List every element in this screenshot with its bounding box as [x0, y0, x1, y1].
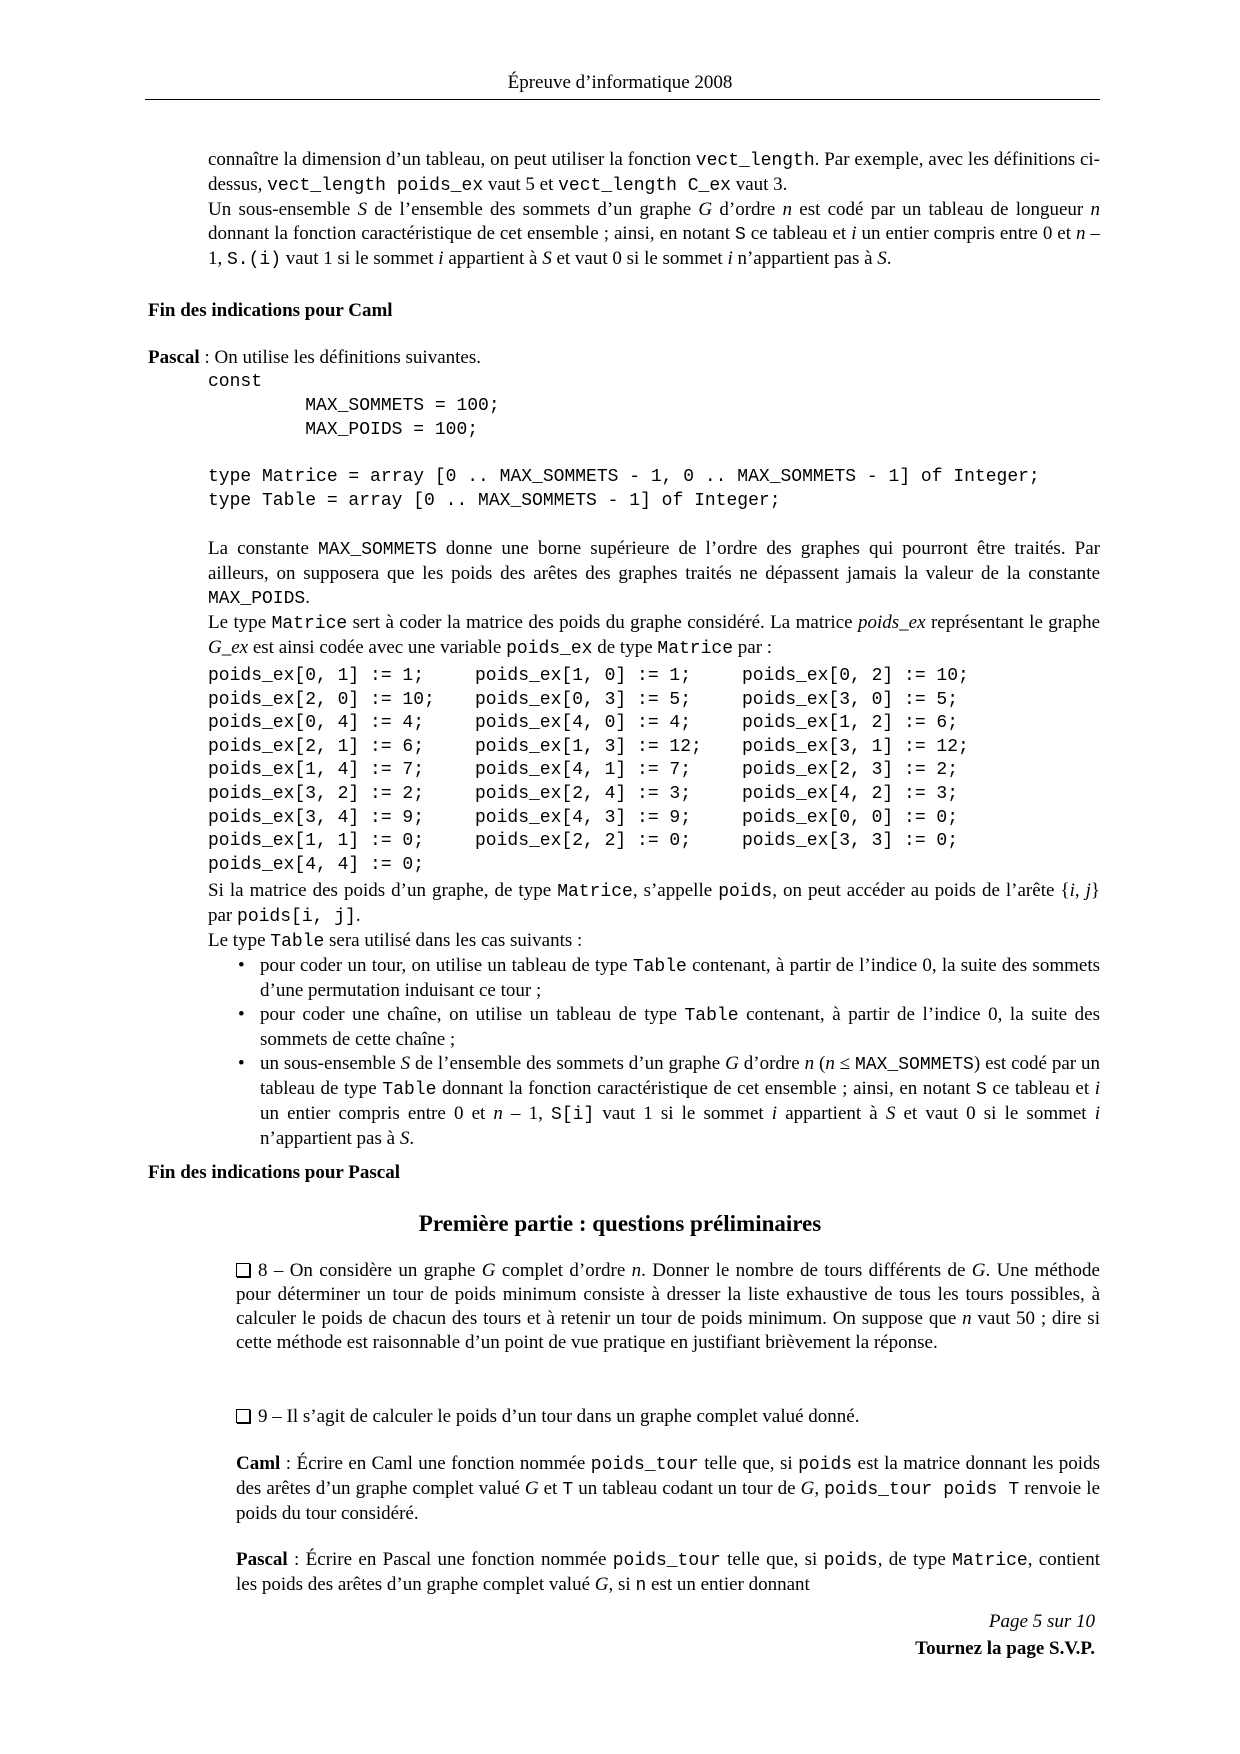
table-cell: poids_ex[1, 0] := 1;	[475, 666, 692, 686]
table-cell: poids_ex[2, 3] := 2;	[742, 760, 959, 781]
pascal-intro: Pascal : On utilise les définitions suivantes.	[148, 347, 481, 368]
table-row	[208, 689, 969, 713]
table-cell: poids_ex[0, 4] := 4;	[208, 713, 425, 734]
table-cell: poids_ex[3, 4] := 9;	[208, 807, 425, 828]
header-rule	[145, 99, 1100, 100]
pascal-indications-text	[208, 537, 1100, 661]
pascal-paragraph-table: Le type Table sera utilisé dans les cas suivants :	[208, 930, 583, 952]
table-cell: poids_ex[2, 0] := 10;	[208, 689, 435, 710]
question-9-caml	[236, 1452, 1100, 1526]
table-cell: poids_ex[4, 3] := 9;	[475, 807, 692, 828]
table-row	[208, 736, 969, 760]
table-cell: poids_ex[1, 1] := 0;	[208, 831, 425, 852]
table-cell: poids_ex[4, 0] := 4;	[475, 713, 692, 734]
pascal-end-heading: Fin des indications pour Pascal	[148, 1162, 400, 1183]
question-9-pascal-text: Pascal : Écrire en Pascal une fonction nommée poids_tour telle que, si poids, de type Matrice, contient les poids des arêtes d’un graphe complet valué G, si n est un entier donnant	[236, 1549, 1101, 1596]
table-row	[208, 807, 969, 831]
pascal-indications-more	[208, 879, 1100, 1151]
table-row	[208, 665, 969, 689]
table-cell: poids_ex[3, 3] := 0;	[742, 831, 959, 852]
caml-paragraph-length: connaître la dimension d’un tableau, on peut utiliser la fonction vect_length. Par exemple, avec les définitions ci-dessus, vect_length poids_ex vaut 5 et vect_length C_ex vaut 3.	[208, 149, 1100, 196]
table-cell: poids_ex[2, 1] := 6;	[208, 736, 425, 757]
table-row	[208, 783, 969, 807]
bullet-item-subset: • un sous-ensemble S de l’ensemble des sommets d’un graphe G d’ordre n (n ≤ MAX_SOMMETS) est codé par un tableau de type Table donnant la fonction caractéristique de cet ensemble ; ainsi, en notant S ce tableau et i un entier compris entre 0 et n – 1, S[i] vaut 1 si le sommet i appartient à S et vaut 0 si le sommet i n’appartient pas à S.	[238, 1053, 1101, 1149]
bullet-item-chaine: • pour coder une chaîne, on utilise un tableau de type Table contenant, à partir de l’indice 0, la suite des sommets de cette chaîne ;	[238, 1004, 1100, 1050]
table-cell: poids_ex[1, 3] := 12;	[475, 736, 702, 757]
table-cell: poids_ex[2, 4] := 3;	[475, 783, 692, 804]
table-cell: poids_ex[3, 2] := 2;	[208, 783, 425, 804]
checkbox-icon	[236, 1409, 250, 1423]
question-9	[236, 1405, 1100, 1429]
question-8	[236, 1259, 1100, 1355]
pascal-type-code: type Matrice = array [0 .. MAX_SOMMETS - 1, 0 .. MAX_SOMMETS - 1] of Integer; type Table = array [0 .. MAX_SOMMETS - 1] of Integer;	[208, 467, 1040, 511]
question-8-text: 8 – On considère un graphe G complet d’ordre n. Donner le nombre de tours différents de G. Une méthode pour déterminer un tour de poids minimum consiste à dresser la liste exhaustive de tous les tours possibles, à calculer le poids de chacun des tours et à retenir un tour de poids minimum. On suppose que n vaut 50 ; dire si cette méthode est raisonnable d’un point de vue pratique en justifiant brièvement la réponse.	[236, 1260, 1100, 1353]
table-cell: poids_ex[0, 1] := 1;	[208, 666, 425, 686]
table-cell	[742, 854, 969, 878]
page-number: Page 5 sur 10	[988, 1611, 1095, 1632]
table-cell: poids_ex[0, 0] := 0;	[742, 807, 959, 828]
table-cell: poids_ex[4, 4] := 0;	[208, 854, 425, 875]
part-title: Première partie : questions préliminaires	[418, 1211, 822, 1236]
bullet-icon: •	[238, 955, 245, 976]
question-9-caml-text: Caml : Écrire en Caml une fonction nommée poids_tour telle que, si poids est la matrice donnant les poids des arêtes d’un graphe complet valué G et T un tableau codant un tour de G, poids_tour poids T renvoie le poids du tour considéré.	[236, 1453, 1101, 1524]
pascal-const-code: const MAX_SOMMETS = 100; MAX_POIDS = 100;	[208, 372, 500, 440]
bullet-item-tour: • pour coder un tour, on utilise un tableau de type Table contenant, à partir de l’indice 0, la suite des sommets d’une permutation induisant ce tour ;	[238, 955, 1100, 1001]
header-title: Épreuve d’informatique 2008	[507, 72, 733, 93]
pascal-paragraph-matrice: Le type Matrice sert à coder la matrice des poids du graphe considéré. La matrice poids_ex représentant le graphe G_ex est ainsi codée avec une variable poids_ex de type Matrice par :	[208, 612, 1100, 659]
table-cell	[475, 854, 742, 878]
checkbox-icon	[236, 1263, 250, 1277]
pascal-paragraph-constants: La constante MAX_SOMMETS donne une borne supérieure de l’ordre des graphes qui pourront être traités. Par ailleurs, on supposera que les poids des arêtes des graphes traités ne dépassent jamais la valeur de la constante MAX_POIDS.	[208, 538, 1100, 609]
caml-paragraph-subset: Un sous-ensemble S de l’ensemble des sommets d’un graphe G d’ordre n est codé par un tableau de longueur n donnant la fonction caractéristique de cet ensemble ; ainsi, en notant S ce tableau et i un entier compris entre 0 et n – 1, S.(i) vaut 1 si le sommet i appartient à S et vaut 0 si le sommet i n’appartient pas à S.	[208, 199, 1100, 270]
table-row	[208, 854, 969, 878]
table-cell: poids_ex[2, 2] := 0;	[475, 831, 692, 852]
table-cell: poids_ex[3, 1] := 12;	[742, 736, 969, 757]
turn-page-note: Tournez la page S.V.P.	[915, 1638, 1095, 1659]
question-9-text: 9 – Il s’agit de calculer le poids d’un tour dans un graphe complet valué donné.	[236, 1405, 1100, 1429]
bullet-icon: •	[238, 1004, 245, 1025]
table-cell: poids_ex[1, 2] := 6;	[742, 713, 959, 734]
table-cell: poids_ex[0, 2] := 10;	[742, 666, 969, 686]
table-cell: poids_ex[3, 0] := 5;	[742, 689, 959, 710]
table-cell: poids_ex[4, 1] := 7;	[475, 760, 692, 781]
table-cell: poids_ex[1, 4] := 7;	[208, 760, 425, 781]
pascal-paragraph-access: Si la matrice des poids d’un graphe, de type Matrice, s’appelle poids, on peut accéder au poids de l’arête {i, j} par poids[i, j].	[208, 880, 1101, 927]
caml-indications-text	[208, 148, 1100, 272]
table-row	[208, 712, 969, 736]
table-cell: poids_ex[4, 2] := 3;	[742, 783, 959, 804]
table-cell: poids_ex[0, 3] := 5;	[475, 689, 692, 710]
table-row	[208, 759, 969, 783]
table-row	[208, 830, 969, 854]
caml-end-heading: Fin des indications pour Caml	[148, 300, 393, 321]
assignment-table	[208, 665, 969, 877]
question-9-pascal	[236, 1548, 1100, 1598]
bullet-icon: •	[238, 1053, 245, 1074]
